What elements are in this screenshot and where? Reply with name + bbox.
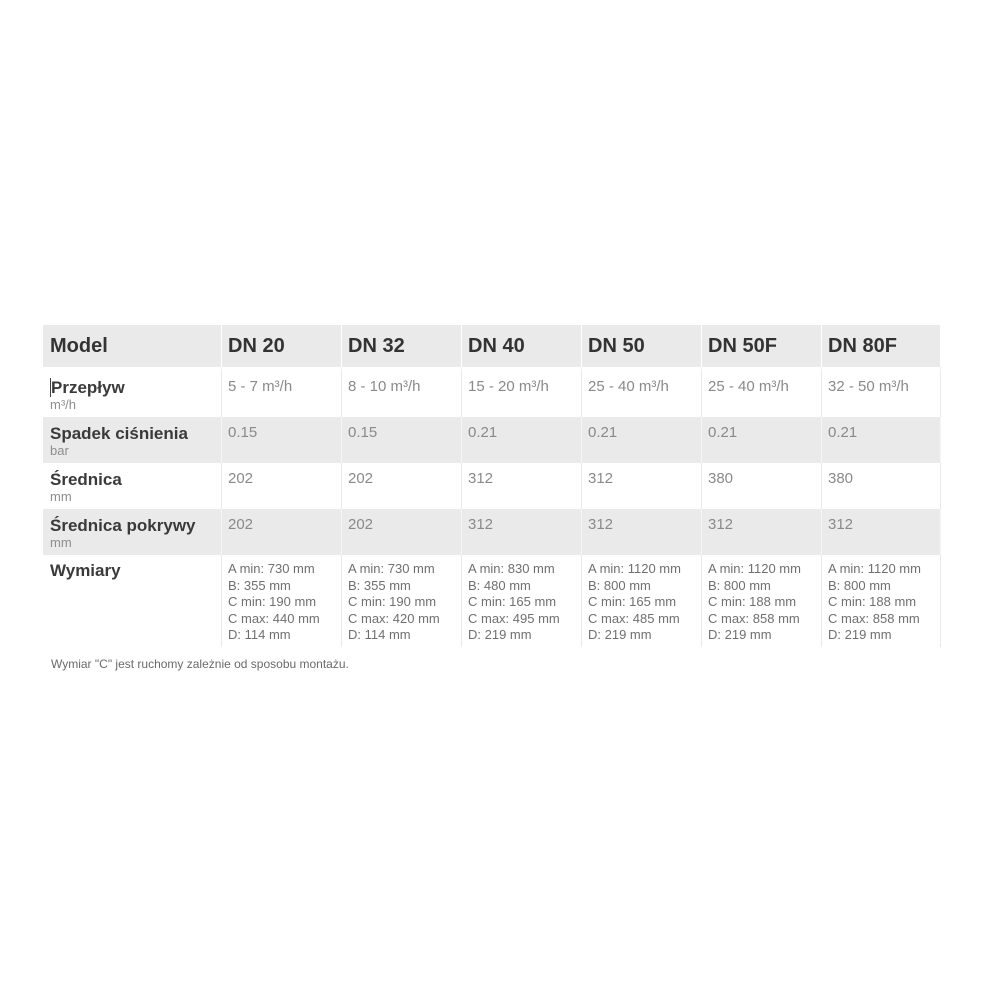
header-model: DN 50F xyxy=(702,325,822,367)
table-cell: 380 xyxy=(822,463,941,509)
header-model: DN 32 xyxy=(342,325,462,367)
dimension-line: D: 219 mm xyxy=(828,627,892,642)
dimension-line: D: 114 mm xyxy=(228,627,291,642)
row-unit: mm xyxy=(50,489,72,504)
dimension-line: D: 114 mm xyxy=(348,627,411,642)
row-name: Spadek ciśnienia xyxy=(50,424,188,443)
dimension-line: B: 355 mm xyxy=(228,577,291,593)
dimension-line: C max: 485 mm xyxy=(588,610,680,626)
row-label-cell xyxy=(43,371,222,417)
row-label-cell xyxy=(43,463,222,509)
table-cell: 0.21 xyxy=(822,417,941,463)
table-row-cover-diameter xyxy=(43,509,941,555)
table-cell: 312 xyxy=(462,463,582,509)
footnote: Wymiar "C" jest ruchomy zależnie od sposobu montażu. xyxy=(51,657,349,671)
table-cell: 32 - 50 m³/h xyxy=(822,371,941,417)
dimension-line: D: 219 mm xyxy=(588,627,652,642)
dimension-line: C min: 188 mm xyxy=(828,594,917,609)
table-cell: 202 xyxy=(342,509,462,555)
row-label-cell xyxy=(43,417,222,463)
header-model: DN 40 xyxy=(462,325,582,367)
dimension-line: C max: 858 mm xyxy=(828,610,920,626)
dimension-line: A min: 730 mm xyxy=(348,561,435,576)
table-cell: 312 xyxy=(582,463,702,509)
table-cell-dimensions xyxy=(822,555,941,647)
table-cell: 202 xyxy=(342,463,462,509)
dimension-line: C min: 190 mm xyxy=(228,594,317,609)
header-model: DN 20 xyxy=(222,325,342,367)
header-model: DN 80F xyxy=(822,325,941,367)
dimension-line: C min: 190 mm xyxy=(348,594,437,609)
row-name: Średnica pokrywy xyxy=(50,516,196,535)
row-name: Średnica xyxy=(50,470,122,489)
table-row-flow xyxy=(43,371,941,417)
row-label-cell xyxy=(43,509,222,555)
row-unit: bar xyxy=(50,443,69,458)
row-name: Przepływ xyxy=(51,378,125,397)
spec-table xyxy=(43,325,941,647)
dimension-line: A min: 1120 mm xyxy=(708,561,801,576)
table-cell: 380 xyxy=(702,463,822,509)
table-cell: 25 - 40 m³/h xyxy=(702,371,822,417)
dimension-line: D: 219 mm xyxy=(708,627,772,642)
table-cell: 15 - 20 m³/h xyxy=(462,371,582,417)
dimension-line: A min: 1120 mm xyxy=(588,561,681,576)
dimension-line: B: 355 mm xyxy=(348,577,411,593)
dimension-line: A min: 730 mm xyxy=(228,561,315,576)
table-cell-dimensions xyxy=(582,555,702,647)
row-unit: m³/h xyxy=(50,397,76,412)
header-model: DN 50 xyxy=(582,325,702,367)
table-cell: 312 xyxy=(582,509,702,555)
table-cell-dimensions xyxy=(702,555,822,647)
dimension-line: B: 480 mm xyxy=(468,577,531,593)
table-cell: 0.15 xyxy=(222,417,342,463)
dimension-line: A min: 1120 mm xyxy=(828,561,921,576)
dimension-line: B: 800 mm xyxy=(588,577,651,593)
table-cell: 312 xyxy=(702,509,822,555)
row-name: Wymiary xyxy=(50,561,121,580)
table-cell-dimensions xyxy=(342,555,462,647)
header-label: Model xyxy=(43,325,222,367)
dimension-line: C max: 495 mm xyxy=(468,610,560,626)
table-cell: 202 xyxy=(222,509,342,555)
spec-table-container xyxy=(43,325,941,647)
table-cell-dimensions xyxy=(222,555,342,647)
dimension-line: D: 219 mm xyxy=(468,627,532,642)
table-row-dimensions xyxy=(43,555,941,647)
header-row xyxy=(43,325,941,367)
table-row-pressure-drop xyxy=(43,417,941,463)
row-unit: mm xyxy=(50,535,72,550)
table-cell: 0.21 xyxy=(582,417,702,463)
table-cell: 0.15 xyxy=(342,417,462,463)
table-row-diameter xyxy=(43,463,941,509)
table-cell: 8 - 10 m³/h xyxy=(342,371,462,417)
dimension-line: B: 800 mm xyxy=(708,577,771,593)
table-cell: 0.21 xyxy=(462,417,582,463)
table-cell: 5 - 7 m³/h xyxy=(222,371,342,417)
table-cell: 0.21 xyxy=(702,417,822,463)
table-cell: 312 xyxy=(462,509,582,555)
table-cell: 25 - 40 m³/h xyxy=(582,371,702,417)
dimension-line: C max: 440 mm xyxy=(228,610,320,626)
dimension-line: C max: 858 mm xyxy=(708,610,800,626)
table-cell: 202 xyxy=(222,463,342,509)
row-label-cell xyxy=(43,555,222,647)
dimension-line: A min: 830 mm xyxy=(468,561,555,576)
dimension-line: B: 800 mm xyxy=(828,577,891,593)
table-cell: 312 xyxy=(822,509,941,555)
dimension-line: C max: 420 mm xyxy=(348,610,440,626)
dimension-line: C min: 188 mm xyxy=(708,594,797,609)
dimension-line: C min: 165 mm xyxy=(588,594,677,609)
table-cell-dimensions xyxy=(462,555,582,647)
dimension-line: C min: 165 mm xyxy=(468,594,557,609)
